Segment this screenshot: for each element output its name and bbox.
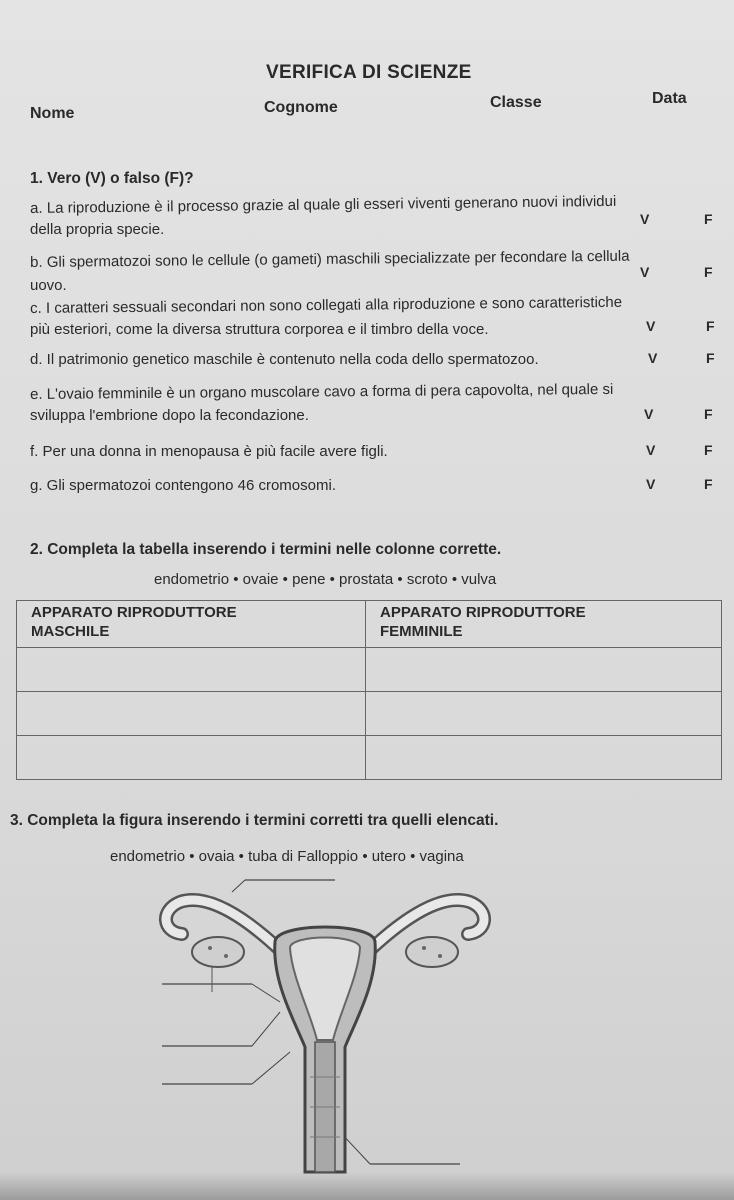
nome-label: Nome [30,105,75,122]
ovary-dot [224,954,228,958]
q1-item-c-f[interactable]: F [706,318,715,334]
table-header-male-line2: MASCHILE [31,623,110,640]
q1-item-f-f[interactable]: F [704,442,713,458]
left-ovary [192,937,244,967]
table-cell-male[interactable] [17,692,366,736]
q1-item-c-line1: c. I caratteri sessuali secondari non sono collegati alla riproduzione e sono caratteristiche [30,293,623,317]
q1-item-g-f[interactable]: F [704,476,713,492]
q1-item-a-f[interactable]: F [704,211,713,227]
q3-word-list: endometrio • ovaia • tuba di Falloppio • utero • vagina [110,848,464,865]
table-row [17,692,722,736]
q1-item-b-f[interactable]: F [704,264,713,280]
uterus-diagram [150,862,500,1182]
q1-item-b-v[interactable]: V [640,264,650,280]
q1-item-b-line2: uovo. [30,277,67,294]
q2-heading: 2. Completa la tabella inserendo i termini nelle colonne corrette. [30,541,502,558]
q1-item-f-v[interactable]: V [646,442,656,458]
q1-item-d-v[interactable]: V [648,350,658,366]
reproductive-apparatus-table [16,600,722,780]
q1-item-a-line1: a. La riproduzione è il processo grazie al quale gli esseri viventi generano nuovi individui [30,192,617,217]
q1-item-d-line1: d. Il patrimonio genetico maschile è contenuto nella coda dello spermatozoo. [30,351,539,368]
q1-item-g-v[interactable]: V [646,476,656,492]
leader-line-4 [252,1052,290,1084]
table-row [17,648,722,692]
q1-heading: 1. Vero (V) o falso (F)? [30,170,194,187]
table-cell-male[interactable] [17,648,366,692]
ovary-dot [208,946,212,950]
q1-item-d-f[interactable]: F [706,350,715,366]
table-cell-female[interactable] [366,692,722,736]
q1-item-a-line2: della propria specie. [30,221,165,238]
table-header-female-line1: APPARATO RIPRODUTTORE [380,604,586,621]
table-cell-male[interactable] [17,736,366,780]
q3-heading: 3. Completa la figura inserendo i termini corretti tra quelli elencati. [10,812,499,829]
q1-item-c-line2: più esteriori, come la diversa struttura corporea e il timbro della voce. [30,321,489,338]
q1-item-e-line2: sviluppa l'embrione dopo la fecondazione. [30,407,309,424]
q1-item-e-f[interactable]: F [704,406,713,422]
table-cell-female[interactable] [366,736,722,780]
q1-item-a-v[interactable]: V [640,211,650,227]
leader-line-3 [252,1012,280,1046]
table-row [17,736,722,780]
table-header-female-line2: FEMMINILE [380,623,463,640]
q1-item-b-line1: b. Gli spermatozoi sono le cellule (o gameti) maschili specializzate per fecondare la cellula [30,247,630,271]
q1-item-g-line1: g. Gli spermatozoi contengono 46 cromosomi. [30,477,336,494]
table-cell-female[interactable] [366,648,722,692]
q1-item-c-v[interactable]: V [646,318,656,334]
q1-item-e-line1: e. L'ovaio femminile è un organo muscolare cavo a forma di pera capovolta, nel quale si [30,380,614,403]
page-title: VERIFICA DI SCIENZE [266,62,472,83]
data-label: Data [652,90,687,107]
leader-line-1 [232,880,245,892]
ovary-dot [422,946,426,950]
q1-item-f-line1: f. Per una donna in menopausa è più facile avere figli. [30,443,388,460]
classe-label: Classe [490,94,542,111]
q1-item-e-v[interactable]: V [644,406,654,422]
table-header-male [17,601,366,648]
cognome-label: Cognome [264,99,338,116]
right-ovary [406,937,458,967]
q2-word-list: endometrio • ovaie • pene • prostata • scroto • vulva [154,571,497,588]
table-header-female [366,601,722,648]
photo-shadow [0,1172,734,1200]
table-header-male-line1: APPARATO RIPRODUTTORE [31,604,237,621]
leader-line-2 [252,984,280,1002]
ovary-dot [438,954,442,958]
